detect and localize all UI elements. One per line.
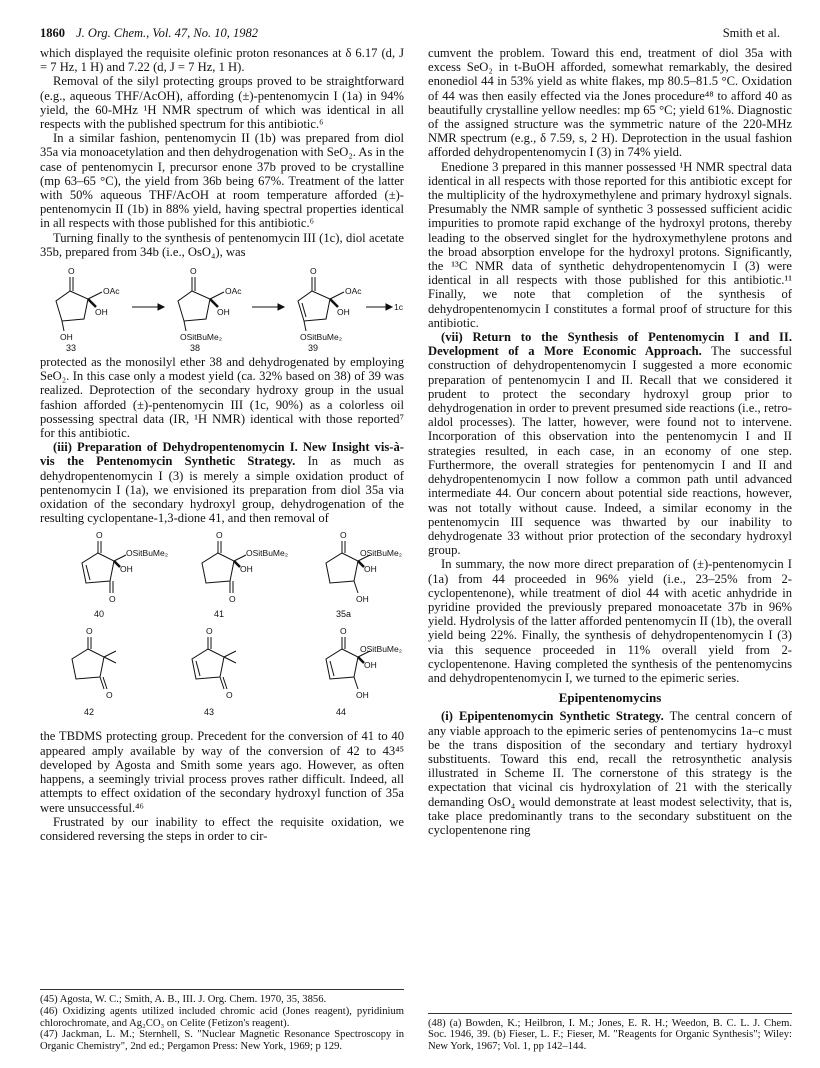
paragraph: protected as the monosilyl ether 38 and dehydrogenated by employing SeO₂. In this case only a modest yield (ca. 32% based on 38) of 39 was realized. Deprotection of the secondary hydroxy group in the usual fashion afforded (±)-pentenomycin III (1c, 90%) as a colorless oil possessing spectral data (IR, ¹H NMR) identical with those reported⁷ for this antibiotic. <box>40 355 404 441</box>
footnote-rule <box>428 1013 792 1014</box>
atom-label: OSitBuMe₂ <box>246 548 289 559</box>
page-number: 1860 <box>40 26 65 40</box>
atom-label: OH <box>364 660 377 671</box>
paragraph: Enedione 3 prepared in this manner possessed ¹H NMR spectral data identical in all respects with those reported for this antibiotic except for the multiplicity of the hydroxymethylene and primary hydroxyl signals. Presumably the NMR sample of synthetic 3 possessed sufficient acidic impurities to promote rapid exchange of the hydroxyl protons, thereby leading to the observed singlet for the hydroxymethylene protons and the broad absorption envelope for the hydroxyl protons. Significantly, the ¹³C NMR data of synthetic dehydropentenomycin I (3) were identical in all respects with those published for this antibiotic.¹¹ Finally, we note that completion of the synthesis of dehydropentenomycin I constitutes a formal proof of structure for this antibiotic. <box>428 159 792 330</box>
compound-number: 40 <box>94 609 105 620</box>
paragraph: (i) Epipentenomycin Synthetic Strategy. The central concern of any viable approach to the epimeric series of pentenomycins 1a–c must be the trans disposition of the secondary and tertiary hydroxyl substituents. Toward this end, recall the retrosynthetic analysis illustrated in Scheme II. The cornerstone of this strategy is the expectation that vicinal cis hydroxylation of 21 with the sterically demanding OsO₄ would demonstrate at least modest selectivity, that is, take place predominantly trans to the secondary substituent on the cyclopentenone ring <box>428 709 792 837</box>
product-label: 1c <box>394 302 403 313</box>
atom-label: OSitBuMe₂ <box>360 548 403 559</box>
compound-number: 42 <box>84 707 95 718</box>
footnote: (47) Jackman, L. M.; Sternhell, S. "Nuclear Magnetic Resonance Spectroscopy in Organic Chemistry", 2nd ed.; Pergamon Press: New York, 1969; p 129. <box>40 1029 404 1053</box>
compound-number: 38 <box>190 343 201 352</box>
atom-label: O <box>109 594 116 605</box>
paragraph: In summary, the now more direct preparation of (±)-pentenomycin I (1a) from 44 proceeded in 96% yield (i.e., 23–25% from 2-cyclopentenone), while treatment of diol 44 with acetic anhydride in pyridine provided the previously prepared monoacetate 37b in 96% yield. Hydrolysis of the latter afforded pentenomycin II (1b), the overall yield being 22%. Finally, the synthesis of dehydropentenomycin I (3) via this sequence proceeded in 11% overall yield from 2-cyclopentenone. Having completed the synthesis of the pentenomycins and dehydropentenomycin I, we turned to the epimeric series. <box>428 557 792 685</box>
atom-label: OH <box>356 690 369 701</box>
compound-number: 41 <box>214 609 225 620</box>
atom-label: OH <box>240 564 253 575</box>
paragraph: Turning finally to the synthesis of pentenomycin III (1c), diol acetate 35b, prepared from 34b (i.e., OsO₄), was <box>40 230 404 259</box>
subsection-heading: (i) Epipentenomycin Synthetic Strategy. <box>441 709 664 724</box>
footnotes-left <box>40 989 404 1053</box>
paragraph: In a similar fashion, pentenomycin II (1b) was prepared from diol 35a via monoacetylation and then dehydrogenation with SeO₂. As in the case of pentenomycin I, precursor enone 37b proved to be crystalline (mp 63–65 °C), the yield from 36b being 67%. Treatment of the latter with 50% aqueous THF/AcOH at room temperature afforded (±)-pentenomycin II (1b) in 88% yield, having spectral properties identical in all respects with those published for this antibiotic.⁶ <box>40 131 404 231</box>
compound-number: 33 <box>66 343 77 352</box>
left-column <box>40 46 404 843</box>
atom-label: OSitBuMe₂ <box>180 332 223 343</box>
atom-label: O <box>226 690 233 701</box>
paragraph: Removal of the silyl protecting groups proved to be straightforward (e.g., aqueous THF/AcOH), affording (±)-pentenomycin I (1a) in 94% yield, the 60-MHz ¹H NMR spectrum of which was identical in all respects with the published spectrum for this antibiotic.⁶ <box>40 74 404 132</box>
compound-number: 44 <box>336 707 347 718</box>
atom-label: O <box>340 626 347 637</box>
paragraph: the TBDMS protecting group. Precedent for the conversion of 41 to 40 appeared amply available by way of the conversion of 42 to 43⁴⁵ developed by Agosta and Smith some years ago. However, as often happens, a seemingly trivial process proves rather difficult. Indeed, all attempts to effect oxidation of the secondary hydroxyl function of 35a were unsuccessful.⁴⁶ <box>40 729 404 815</box>
journal-citation: J. Org. Chem., Vol. 47, No. 10, 1982 <box>76 26 258 40</box>
paragraph: cumvent the problem. Toward this end, treatment of diol 35a with excess SeO₂ in t-BuOH afforded, somewhat remarkably, the desired enonediol 44 in 53% yield as white flakes, mp 80.5–81.5 °C. Oxidation of 44 was then easily effected via the Jones procedure⁴⁸ to afford 40 as beautifully crystalline yellow needles: mp 65 °C; yield 61%. Diagnostic of the assigned structure was the symmetric nature of the 220-MHz NMR spectrum (e.g., δ 7.59, s, 2 H). Deprotection in the usual fashion afforded dehydropentenomycin I (3) in 74% yield. <box>428 46 792 160</box>
paragraph: (vii) Return to the Synthesis of Pentenomycin I and II. Development of a More Economic Approach. The successful construction of dehydropentenomycin I suggested a more economic preparation of pentenomycin I and II. Recall that we considered it prudent to protect the secondary hydroxyl group prior to dehydrogenation in order to prevent presumed side reactions (i.e., retro-aldol processes). The latter, however, were found not to intervene. Incorporation of this observation into the pentenomycin I and II strategies resulted, in each case, in an economy of one step. Furthermore, the overall strategies for pentenomycin I and II and dehydropentenomycin I now follow a common path until advanced intermediate 44. Our concern about potential side reactions, however, was not totally without cause. Indeed, a similar economy in the pentenomycin III sequence was thwarted by our inability to dehydrogenate 33 without prior protection of the secondary hydroxyl group. <box>428 330 792 558</box>
footnote-rule <box>40 989 404 990</box>
atom-label: OAc <box>345 286 362 297</box>
atom-label: OAc <box>103 286 120 297</box>
footnote: (45) Agosta, W. C.; Smith, A. B., III. J. Org. Chem. 1970, 35, 3856. <box>40 994 327 1006</box>
atom-label: O <box>96 530 103 541</box>
atom-label: O <box>310 266 317 277</box>
scheme-dehydropentenomycin <box>40 529 404 725</box>
atom-label: OSitBuMe₂ <box>300 332 343 343</box>
atom-label: O <box>106 690 113 701</box>
compound-number: 39 <box>308 343 319 352</box>
page-header <box>40 26 780 44</box>
atom-label: OH <box>217 307 230 318</box>
atom-label: OH <box>364 564 377 575</box>
atom-label: OH <box>337 307 350 318</box>
atom-label: OSitBuMe₂ <box>360 644 403 655</box>
atom-label: OH <box>60 332 73 343</box>
atom-label: O <box>229 594 236 605</box>
atom-label: O <box>190 266 197 277</box>
compound-number: 35a <box>336 609 352 620</box>
compound-number: 43 <box>204 707 215 718</box>
structure-drawing <box>40 263 404 351</box>
atom-label: O <box>206 626 213 637</box>
scheme-pentenomycin-iii <box>40 263 404 351</box>
subsection-heading: (vii) Return to the Synthesis of Pentenomycin I and II. Development of a More Economic Approach. <box>428 330 792 359</box>
structure-drawing <box>40 529 404 725</box>
right-column <box>428 46 792 837</box>
atom-label: OSitBuMe₂ <box>126 548 169 559</box>
atom-label: O <box>340 530 347 541</box>
footnotes-right <box>428 1013 792 1053</box>
atom-label: OH <box>356 594 369 605</box>
paragraph: which displayed the requisite olefinic proton resonances at δ 6.17 (d, J = 7 Hz, 1 H) and 7.22 (d, J = 7 Hz, 1 H). <box>40 46 404 75</box>
footnote: (46) Oxidizing agents utilized included chromic acid (Jones reagent), pyridinium chlorochromate, and Ag₂CO₃ on Celite (Fetizon's reagent). <box>40 1005 404 1029</box>
atom-label: OH <box>120 564 133 575</box>
section-heading: Epipentenomycins <box>558 690 662 706</box>
atom-label: O <box>216 530 223 541</box>
footnote: (48) (a) Bowden, K.; Heilbron, I. M.; Jones, E. R. H.; Weedon, B. C. L. J. Chem. Soc. 1946, 39. (b) Fieser, L. F.; Fieser, M. "Reagents for Organic Synthesis"; Wiley: New York, 1967; Vol. 1, pp 142–144. <box>428 1017 792 1053</box>
atom-label: OAc <box>225 286 242 297</box>
atom-label: OH <box>95 307 108 318</box>
atom-label: O <box>86 626 93 637</box>
atom-label: O <box>68 266 75 277</box>
subsection-heading: (iii) Preparation of Dehydropentenomycin I. New Insight vis-à-vis the Pentenomycin Synthetic Strategy. <box>40 440 404 469</box>
paragraph: (iii) Preparation of Dehydropentenomycin I. New Insight vis-à-vis the Pentenomycin Synthetic Strategy. In as much as dehydropentenomycin I (3) is merely a simple oxidation product of pentenomycin I (1a), we envisioned its preparation from diol 35a via oxidation of the secondary hydroxyl group, dehydrogenation of the resulting cyclopentane-1,3-dione 41, and then removal of <box>40 440 405 526</box>
paragraph: Frustrated by our inability to effect the requisite oxidation, we considered reversing the steps in order to cir- <box>40 814 404 843</box>
running-author: Smith et al. <box>722 26 780 40</box>
